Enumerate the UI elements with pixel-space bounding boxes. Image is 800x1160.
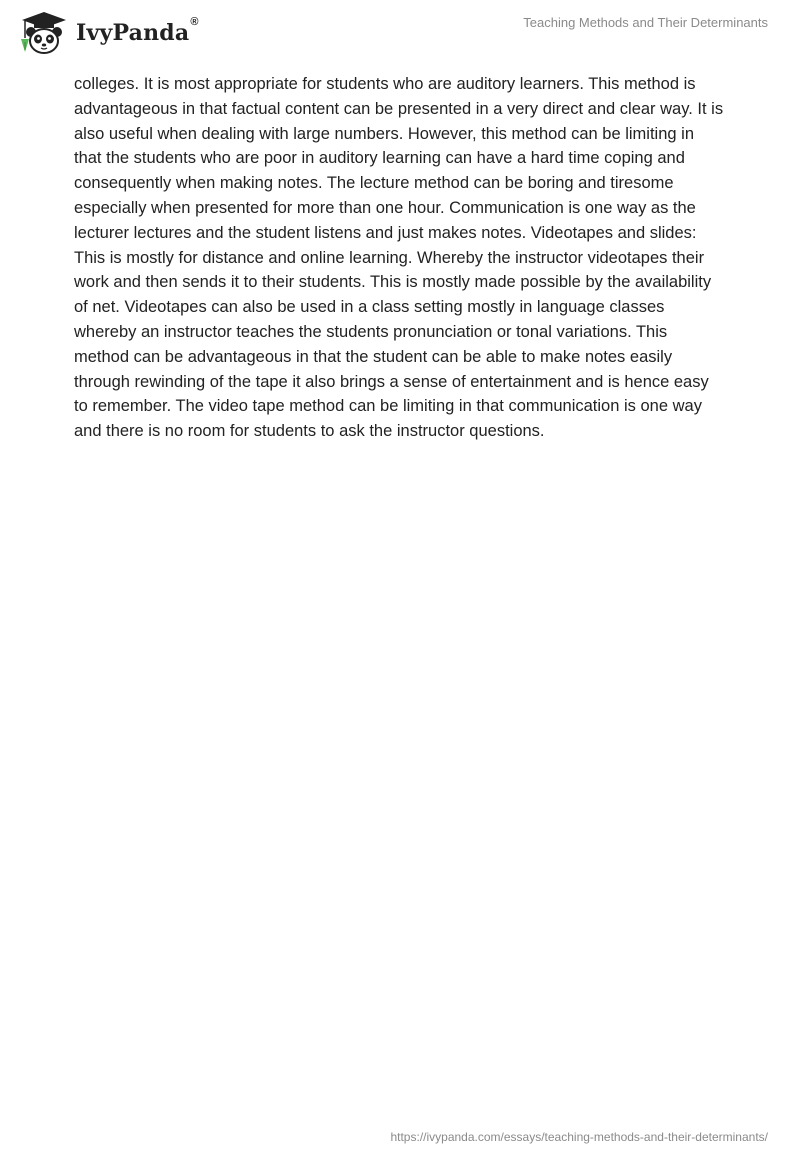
running-title: Teaching Methods and Their Determinants bbox=[523, 15, 768, 30]
essay-content bbox=[74, 72, 724, 444]
footer-source-url[interactable]: https://ivypanda.com/essays/teaching-methods-and-their-determinants/ bbox=[390, 1130, 768, 1144]
ivypanda-logo[interactable] bbox=[16, 8, 199, 58]
registered-mark: ® bbox=[190, 16, 199, 28]
page-header bbox=[0, 0, 800, 70]
essay-paragraph: colleges. It is most appropriate for students who are auditory learners. This method is advantageous in that factual content can be presented in a very direct and clear way. It is also useful when dealing with large numbers. However, this method can be limiting in that the students who are poor in auditory learning can have a hard time coping and consequently when making notes. The lecture method can be boring and tiresome especially when presented for more than one hour. Communication is one way as the lecturer lectures and the student listens and just makes notes. Videotapes and slides: This is mostly for distance and online learning. Whereby the instructor videotapes their work and then sends it to their students. This is mostly made possible by the availability of net. Videotapes can also be used in a class setting mostly in language classes whereby an instructor teaches the students pronunciation or tonal variations. This method can be advantageous in that the student can be able to make notes easily through rewinding of the tape it also brings a sense of entertainment and is hence easy to remember. The video tape method can be limiting in that communication is one way and there is no room for students to ask the instructor questions. bbox=[74, 75, 724, 441]
logo-wordmark: IvyPanda® bbox=[76, 16, 199, 46]
panda-graduate-icon bbox=[16, 8, 72, 58]
